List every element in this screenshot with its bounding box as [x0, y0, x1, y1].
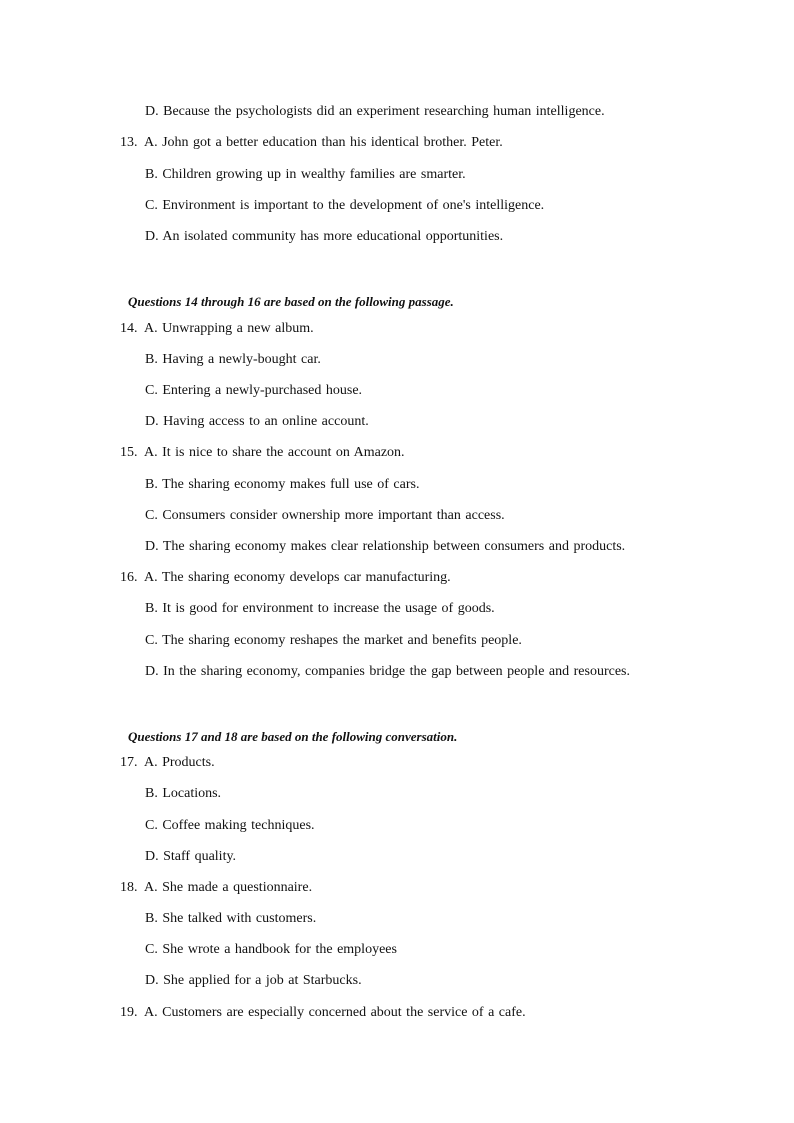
q18-option-c: C. She wrote a handbook for the employees — [145, 942, 397, 957]
q17-option-b: B. Locations. — [145, 786, 222, 801]
q16-option-b: B. It is good for environment to increase the usage of goods. — [145, 601, 495, 616]
question-number: 13. — [120, 135, 138, 150]
q18-option-a — [120, 879, 312, 897]
q13-option-b: B. Children growing up in wealthy families are smarter. — [145, 167, 466, 182]
q14-option-a — [120, 320, 314, 338]
q17-option-c: C. Coffee making techniques. — [145, 818, 315, 833]
q13-option-c: C. Environment is important to the development of one's intelligence. — [145, 198, 545, 213]
q18-option-d: D. She applied for a job at Starbucks. — [145, 973, 362, 988]
option-text: A. Customers are especially concerned about the service of a cafe. — [144, 1005, 526, 1020]
question-number: 16. — [120, 570, 138, 585]
option-text: A. The sharing economy develops car manufacturing. — [144, 570, 451, 585]
q16-option-d: D. In the sharing economy, companies bridge the gap between people and resources. — [145, 664, 630, 679]
q14-option-b: B. Having a newly-bought car. — [145, 352, 321, 367]
section-heading-conversation: Questions 17 and 18 are based on the following conversation. — [128, 729, 458, 744]
option-text: A. She made a questionnaire. — [144, 880, 313, 895]
q17-option-d: D. Staff quality. — [145, 849, 237, 864]
q14-option-d: D. Having access to an online account. — [145, 414, 369, 429]
q13-option-d: D. An isolated community has more educational opportunities. — [145, 229, 504, 244]
question-number: 18. — [120, 880, 138, 895]
q15-option-a — [120, 444, 405, 462]
q12-option-d: D. Because the psychologists did an experiment researching human intelligence. — [145, 104, 605, 119]
section-heading-passage: Questions 14 through 16 are based on the following passage. — [128, 294, 454, 309]
option-text: A. Unwrapping a new album. — [144, 321, 314, 336]
q17-option-a — [120, 754, 215, 772]
q15-option-c: C. Consumers consider ownership more important than access. — [145, 508, 505, 523]
question-number: 14. — [120, 321, 138, 336]
option-text: A. John got a better education than his identical brother. Peter. — [144, 135, 503, 150]
q15-option-d: D. The sharing economy makes clear relationship between consumers and products. — [145, 539, 626, 554]
question-number: 19. — [120, 1005, 138, 1020]
option-text: A. Products. — [144, 755, 215, 770]
question-number: 17. — [120, 755, 138, 770]
q15-option-b: B. The sharing economy makes full use of cars. — [145, 477, 420, 492]
q16-option-c: C. The sharing economy reshapes the market and benefits people. — [145, 633, 522, 648]
q13-option-a — [120, 134, 503, 152]
q19-option-a — [120, 1004, 526, 1022]
question-number: 15. — [120, 445, 138, 460]
q18-option-b: B. She talked with customers. — [145, 911, 317, 926]
q14-option-c: C. Entering a newly-purchased house. — [145, 383, 363, 398]
option-text: A. It is nice to share the account on Amazon. — [144, 445, 405, 460]
q16-option-a — [120, 569, 451, 587]
